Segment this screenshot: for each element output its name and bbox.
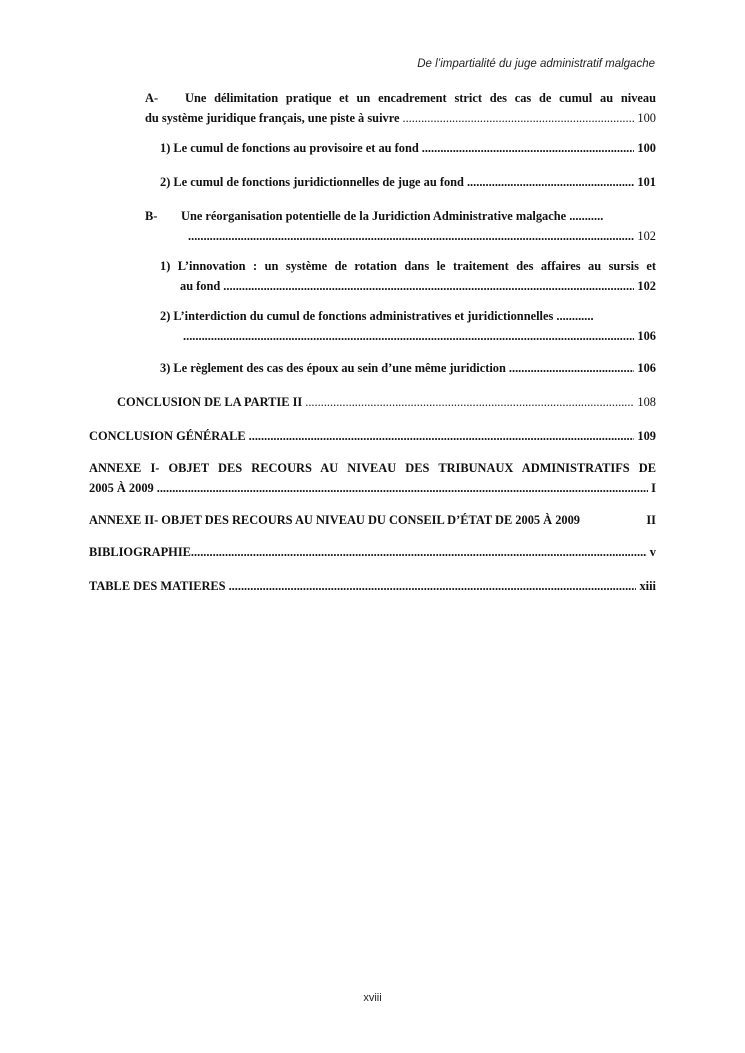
toc-entry-title-line1: Une délimitation pratique et un encadrement strict des cas de cumul au niveau [185,91,656,105]
running-header: De l’impartialité du juge administratif malgache [417,58,655,70]
toc-page-number: II [646,513,656,527]
toc-entry-title: CONCLUSION DE LA PARTIE II [117,395,303,409]
toc-entry-annexe-2[interactable] [89,510,656,530]
toc-entry-b2[interactable] [160,306,656,346]
leader-dots [249,426,635,446]
toc-page-number: I [651,481,656,495]
toc-entry-a1[interactable] [160,138,656,158]
toc-page-number: v [649,545,656,559]
toc-entry-title: CONCLUSION GÉNÉRALE [89,429,246,443]
toc-page-number: 102 [637,279,656,293]
toc-entry-title: ANNEXE II- OBJET DES RECOURS AU NIVEAU DU CONSEIL D’ÉTAT DE 2005 À 2009 [89,513,581,527]
leader-dots [305,392,634,412]
leader-dots [183,326,634,346]
toc-entry-b3[interactable] [160,358,656,378]
toc-entry-table-matieres[interactable] [89,576,656,596]
leader-dots [402,108,634,128]
toc-entry-annexe-1[interactable] [89,458,656,498]
leader-dots [509,358,635,378]
toc-entry-title-line2: 2005 À 2009 [89,481,154,495]
toc-entry-conclusion-partie[interactable] [117,392,656,412]
toc-page-number: 108 [637,395,656,409]
toc-entry-title: TABLE DES MATIERES [89,579,226,593]
leader-dots [188,226,634,246]
toc-entry-title-line2: du système juridique français, une piste à suivre [145,111,400,125]
toc-entry-title-line1: 2) L’interdiction du cumul de fonctions administratives et juridictionnelles ............ [160,309,594,323]
toc-entry-a[interactable] [145,88,656,128]
toc-page-number: xiii [639,579,656,593]
toc-entry-title: BIBLIOGRAPHIE [89,545,191,559]
toc-entry-b[interactable] [145,206,656,246]
toc-page-number: 106 [637,329,656,343]
leader-dots [467,172,634,192]
toc-entry-title: 1) Le cumul de fonctions au provisoire et au fond [160,141,419,155]
toc-entry-marker: A- [145,91,159,105]
leader-dots [223,276,634,296]
leader-dots [422,138,635,158]
toc-page-number: 109 [637,429,656,443]
page-number-footer: xviii [363,992,382,1004]
toc-entry-conclusion-generale[interactable] [89,426,656,446]
toc-page-number: 102 [637,229,656,243]
toc-page-number: 100 [637,111,656,125]
toc-entry-marker: B- [145,209,158,223]
toc-entry-title-line1: Une réorganisation potentielle de la Juridiction Administrative malgache ........... [181,209,604,223]
toc-entry-b1[interactable] [160,256,656,296]
toc-page-number: 106 [637,361,656,375]
toc-entry-title-line2: au fond [180,279,221,293]
leader-dots [157,478,648,498]
toc-page-number: 101 [637,175,656,189]
toc-entry-title: 3) Le règlement des cas des époux au sein d’une même juridiction [160,361,506,375]
toc-entry-bibliographie[interactable] [89,542,656,562]
leader-dots [191,542,647,562]
toc-entry-title: 2) Le cumul de fonctions juridictionnelles de juge au fond [160,175,464,189]
toc-entry-a2[interactable] [160,172,656,192]
leader-dots [229,576,637,596]
toc-entry-title-line1: ANNEXE I- OBJET DES RECOURS AU NIVEAU DES TRIBUNAUX ADMINISTRATIFS DE [89,461,656,475]
toc-entry-title-line1: 1) L’innovation : un système de rotation dans le traitement des affaires au sursis et [160,259,656,273]
toc-page-number: 100 [637,141,656,155]
